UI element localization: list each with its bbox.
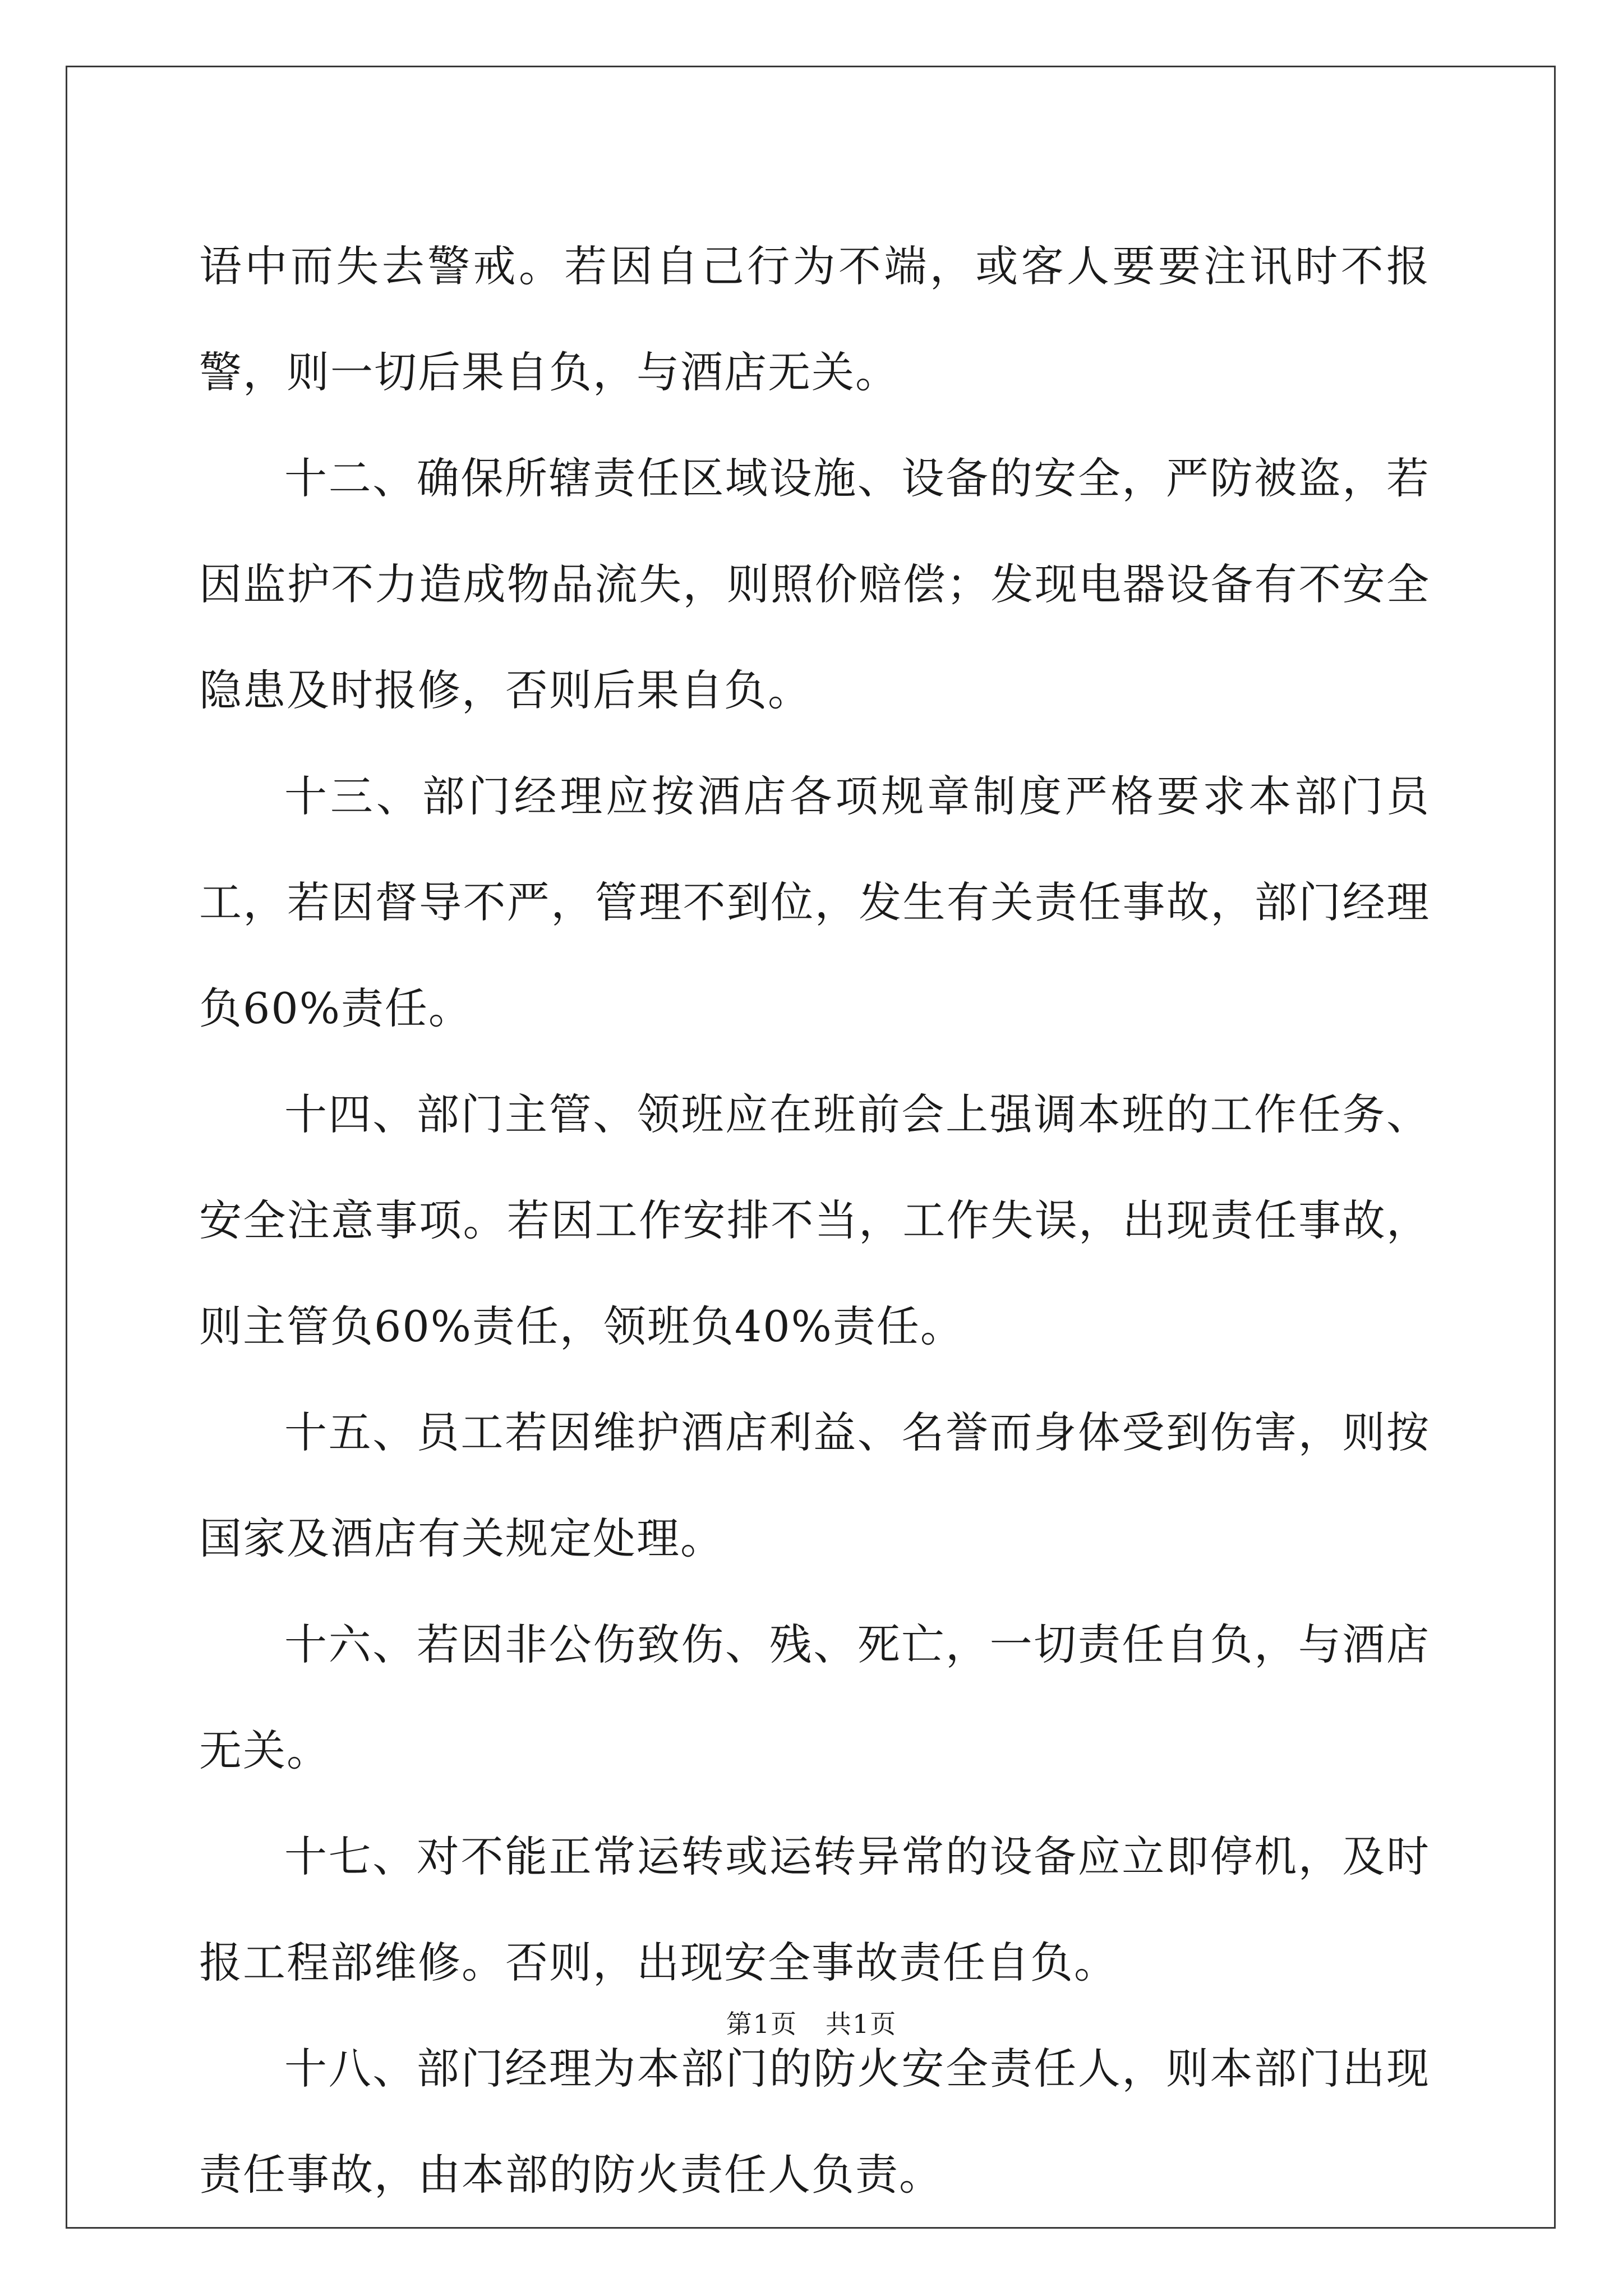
paragraph-item-18: 十八、部门经理为本部门的防火安全责任人，则本部门出现责任事故，由本部的防火责任人负责。 <box>199 2044 1430 2200</box>
paragraph-item-14: 十四、部门主管、领班应在班前会上强调本班的工作任务、安全注意事项。若因工作安排不当，工作失误，出现责任事故，则主管负60%责任，领班负40%责任。 <box>199 1089 1430 1351</box>
page-total: 共1页 <box>825 2009 897 2039</box>
paragraph-item-16: 十六、若因非公伤致伤、残、死亡，一切责任自负，与酒店无关。 <box>199 1619 1430 1775</box>
paragraph-item-13: 十三、部门经理应按酒店各项规章制度严格要求本部门员工，若因督导不严，管理不到位，发生有关责任事故，部门经理负60%责任。 <box>199 771 1430 1033</box>
paragraph-continuation: 语中而失去警戒。若因自己行为不端，或客人要要注讯时不报警，则一切后果自负，与酒店无关。 <box>199 241 1430 397</box>
page-number: 第1页 <box>726 2009 798 2039</box>
paragraph-item-15: 十五、员工若因维护酒店利益、名誉而身体受到伤害，则按国家及酒店有关规定处理。 <box>199 1407 1430 1563</box>
paragraph-item-17: 十七、对不能正常运转或运转异常的设备应立即停机，及时报工程部维修。否则，出现安全事故责任自负。 <box>199 1832 1430 1987</box>
paragraph-item-12: 十二、确保所辖责任区域设施、设备的安全，严防被盗，若因监护不力造成物品流失，则照价赔偿；发现电器设备有不安全隐患及时报修，否则后果自负。 <box>199 453 1430 715</box>
document-body <box>199 213 1430 2228</box>
page-footer <box>0 2004 1623 2041</box>
